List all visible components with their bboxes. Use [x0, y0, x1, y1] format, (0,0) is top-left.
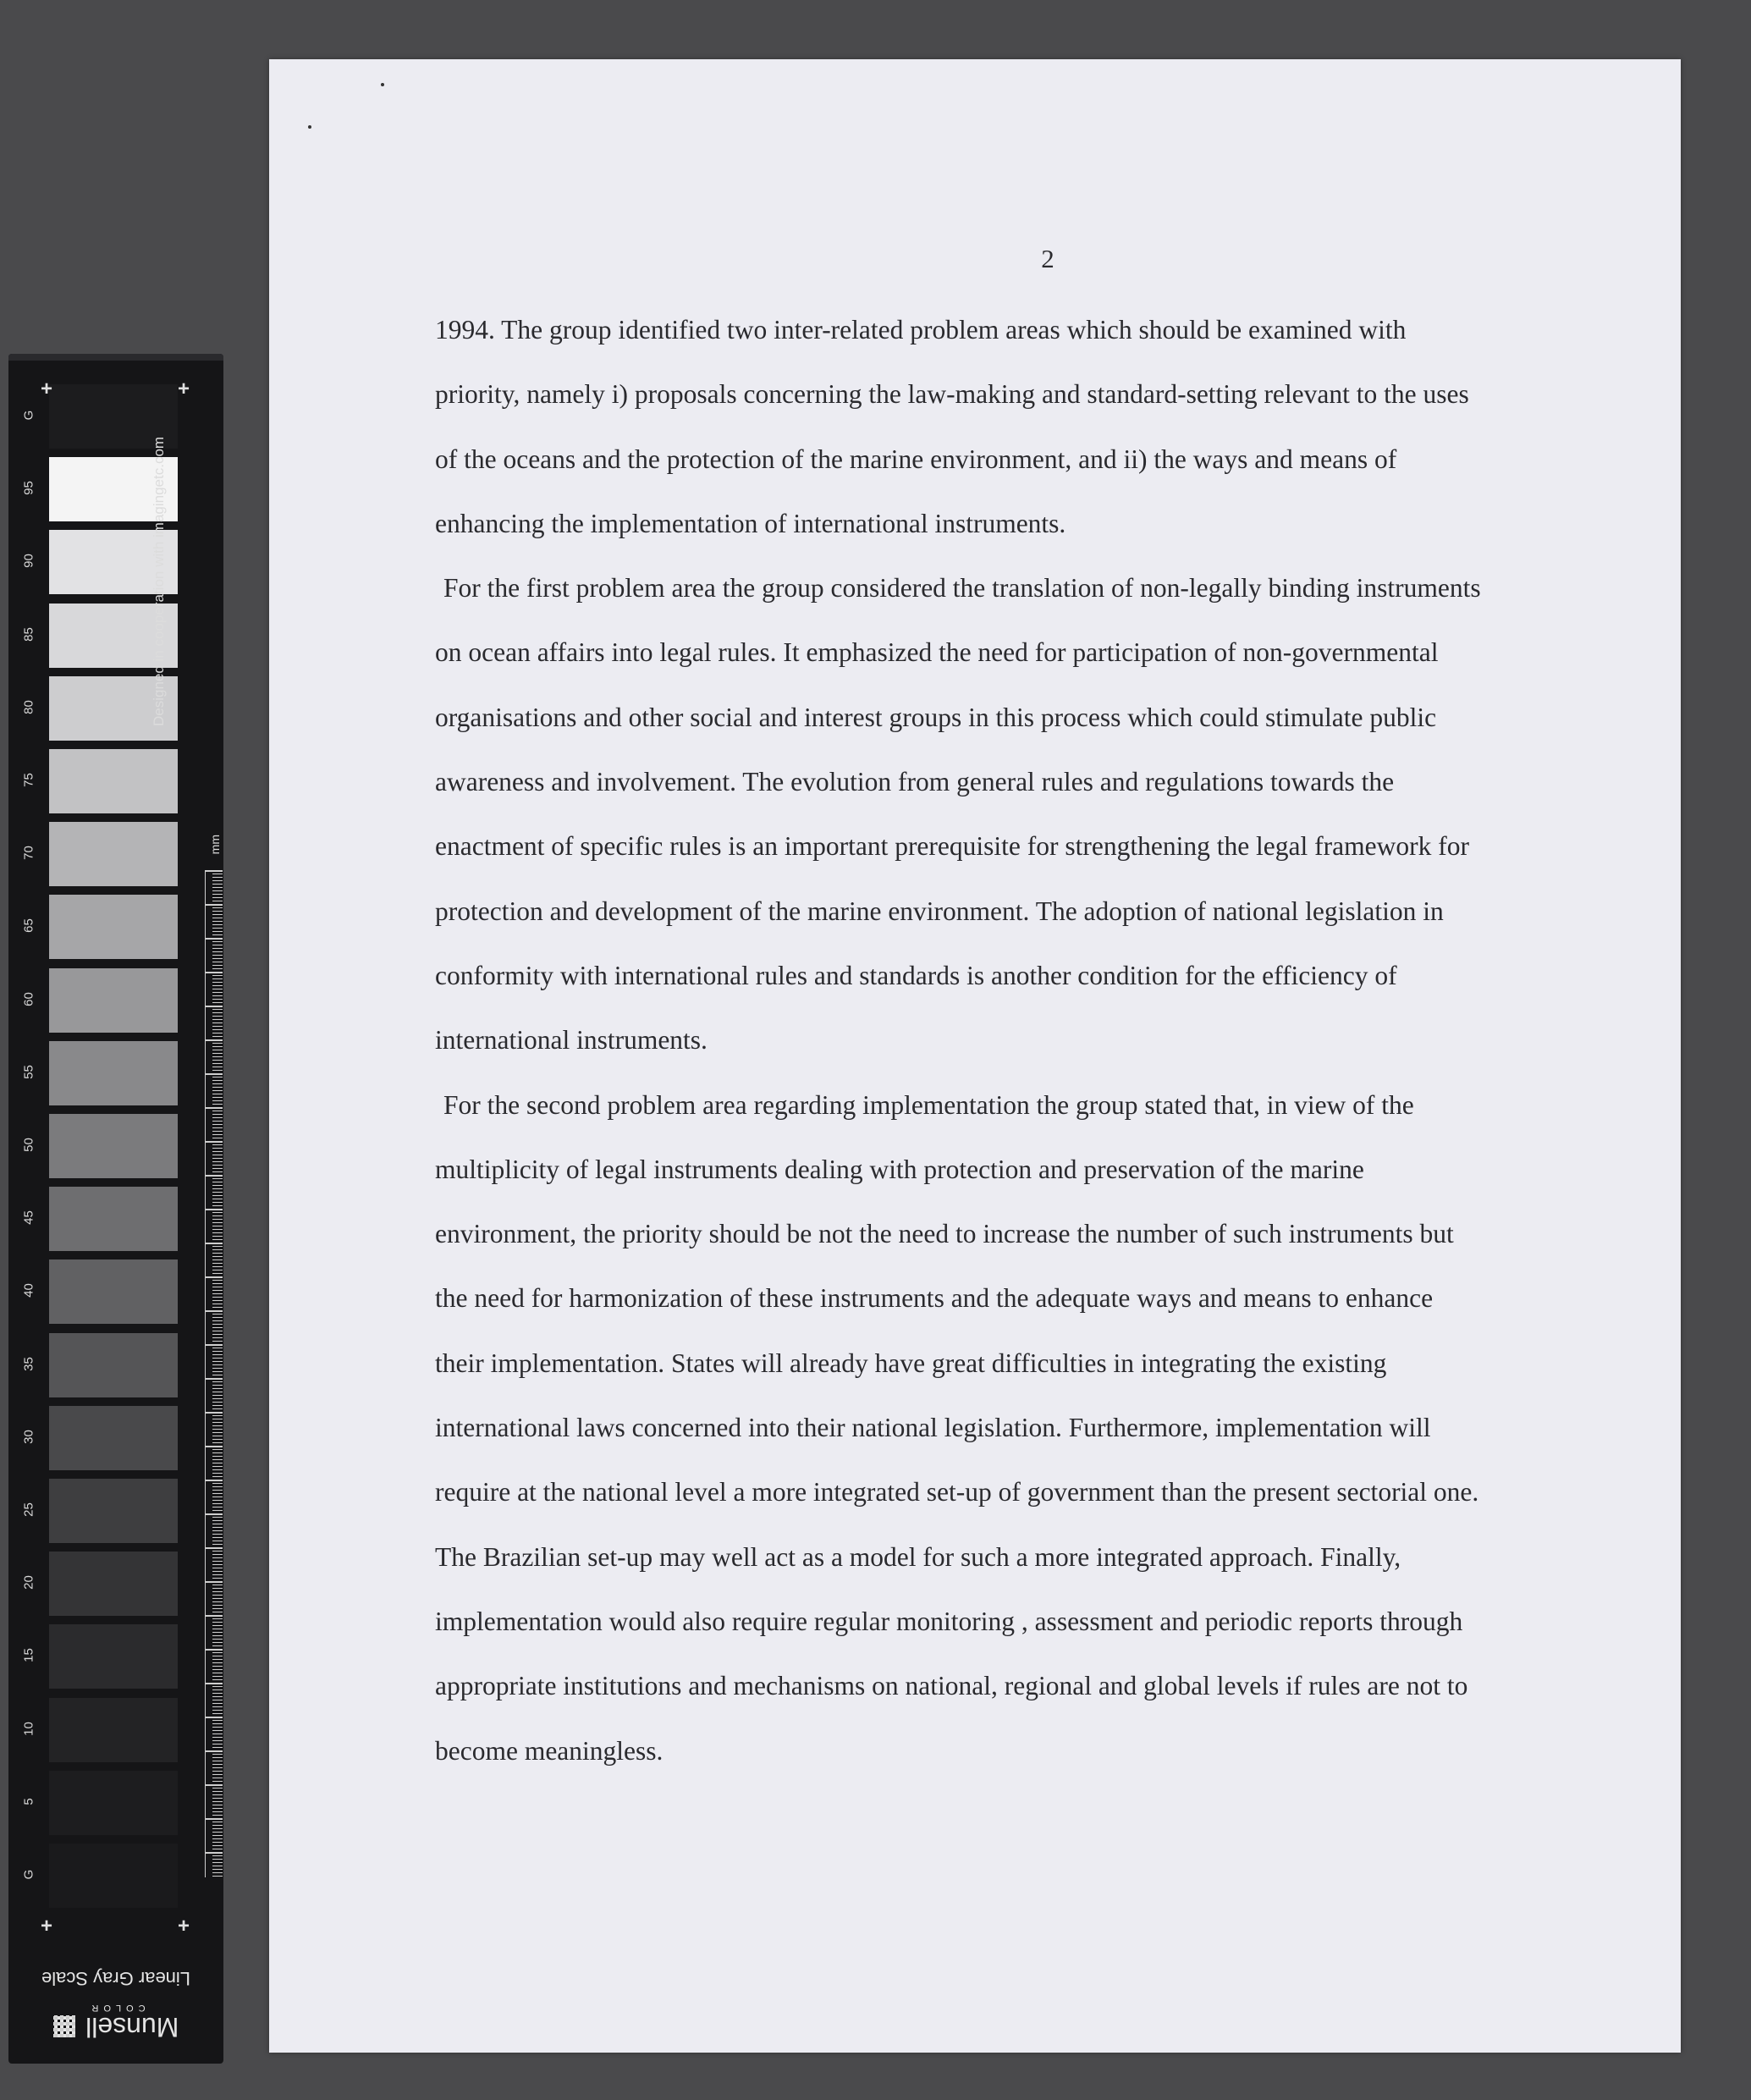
document-page — [269, 59, 1681, 2053]
ruler-unit-label: mm — [208, 835, 222, 855]
registration-mark: + — [178, 378, 190, 400]
gray-swatch — [49, 1406, 178, 1470]
gray-swatch — [49, 1844, 178, 1908]
text-line: protection and development of the marine environment. The adoption of national legislation in — [435, 896, 1444, 926]
swatch-label: 15 — [21, 1648, 36, 1663]
text-line: awareness and involvement. The evolution from general rules and regulations towards the — [435, 767, 1395, 797]
swatch-label: 5 — [21, 1798, 36, 1805]
text-line: priority, namely i) proposals concerning the law-making and standard-setting relevant to the uses — [435, 379, 1469, 410]
text-line: conformity with international rules and standards is another condition for the efficiency of — [435, 960, 1397, 990]
gray-swatch — [49, 1187, 178, 1251]
mm-ruler — [205, 870, 223, 1877]
gray-swatch — [49, 1041, 178, 1105]
gray-swatch — [49, 1552, 178, 1616]
body-text — [435, 298, 1569, 1783]
swatch-label: 60 — [21, 991, 36, 1006]
gray-swatch — [49, 1698, 178, 1762]
gray-swatch — [49, 968, 178, 1033]
scan-speck — [381, 83, 384, 86]
text-line: international instruments. — [435, 1025, 708, 1056]
brand-name: Munsell — [85, 2012, 179, 2042]
text-line: enhancing the implementation of international instruments. — [435, 508, 1066, 538]
munsell-brand — [8, 2003, 223, 2042]
text-line: environment, the priority should be not the need to increase the number of such instruments but — [435, 1219, 1454, 1249]
swatch-label: 45 — [21, 1210, 36, 1226]
gray-swatch — [49, 1624, 178, 1689]
text-line: The Brazilian set-up may well act as a model for such a more integrated approach. Finally, — [435, 1541, 1401, 1572]
text-line: international laws concerned into their national legislation. Furthermore, implementation will — [435, 1413, 1431, 1443]
text-line: the need for harmonization of these instruments and the adequate ways and means to enhance — [435, 1283, 1434, 1314]
gray-swatch — [49, 1259, 178, 1324]
brand-sub: COLOR — [86, 2003, 146, 2013]
swatch-label: 85 — [21, 626, 36, 642]
gray-swatch — [49, 822, 178, 886]
text-line: become meaningless. — [435, 1735, 664, 1766]
swatch-label: 65 — [21, 918, 36, 934]
scan-speck — [308, 125, 311, 129]
text-line: require at the national level a more integrated set-up of government than the present sectorial one. — [435, 1477, 1479, 1507]
swatch-label: G — [21, 410, 36, 421]
text-line: For the second problem area regarding implementation the group stated that, in view of the — [443, 1089, 1414, 1120]
swatch-label: 20 — [21, 1575, 36, 1590]
registration-mark: + — [178, 1915, 190, 1937]
gray-scale-card — [8, 354, 223, 2064]
text-line: implementation would also require regular monitoring , assessment and periodic reports through — [435, 1606, 1463, 1636]
text-line: For the first problem area the group considered the translation of non-legally binding instruments — [443, 573, 1481, 604]
swatch-label: 70 — [21, 846, 36, 861]
text-line: 1994. The group identified two inter-related problem areas which should be examined with — [435, 315, 1407, 344]
swatch-label: 30 — [21, 1429, 36, 1444]
text-line: on ocean affairs into legal rules. It emphasized the need for participation of non-governmental — [435, 637, 1439, 668]
swatch-label: 90 — [21, 554, 36, 569]
gray-swatch — [49, 895, 178, 959]
swatch-label: 25 — [21, 1502, 36, 1517]
text-line: their implementation. States will already have great difficulties in integrating the existing — [435, 1348, 1387, 1378]
swatch-label: 95 — [21, 481, 36, 496]
swatch-label: 75 — [21, 773, 36, 787]
swatch-label: 35 — [21, 1356, 36, 1371]
text-line: appropriate institutions and mechanisms on national, regional and global levels if rules are not to — [435, 1671, 1468, 1701]
swatch-label: G — [21, 1869, 36, 1880]
gray-swatch — [49, 1771, 178, 1835]
text-line: of the oceans and the protection of the marine environment, and ii) the ways and means of — [435, 444, 1397, 474]
designed-in-cooperation-text: Designed in cooperation with imagingetc.com — [151, 436, 167, 726]
registration-mark: + — [41, 1915, 53, 1937]
gray-swatch — [49, 1479, 178, 1543]
page-number: 2 — [1041, 244, 1054, 273]
registration-mark: + — [41, 378, 53, 400]
swatch-label: 55 — [21, 1064, 36, 1079]
gray-swatch — [49, 1114, 178, 1178]
munsell-grid-icon — [53, 2016, 75, 2038]
swatch-label: 10 — [21, 1721, 36, 1736]
gray-swatch — [49, 1333, 178, 1397]
gray-swatch — [49, 749, 178, 813]
text-line: multiplicity of legal instruments dealing with protection and preservation of the marine — [435, 1154, 1364, 1184]
text-line: enactment of specific rules is an important prerequisite for strengthening the legal framework for — [435, 831, 1469, 862]
card-top-edge — [8, 354, 223, 361]
swatch-label: 40 — [21, 1283, 36, 1298]
scale-title: Linear Gray Scale — [41, 1968, 191, 1989]
text-line: organisations and other social and interest groups in this process which could stimulate public — [435, 702, 1437, 732]
swatch-label: 50 — [21, 1138, 36, 1152]
swatch-label: 80 — [21, 699, 36, 714]
